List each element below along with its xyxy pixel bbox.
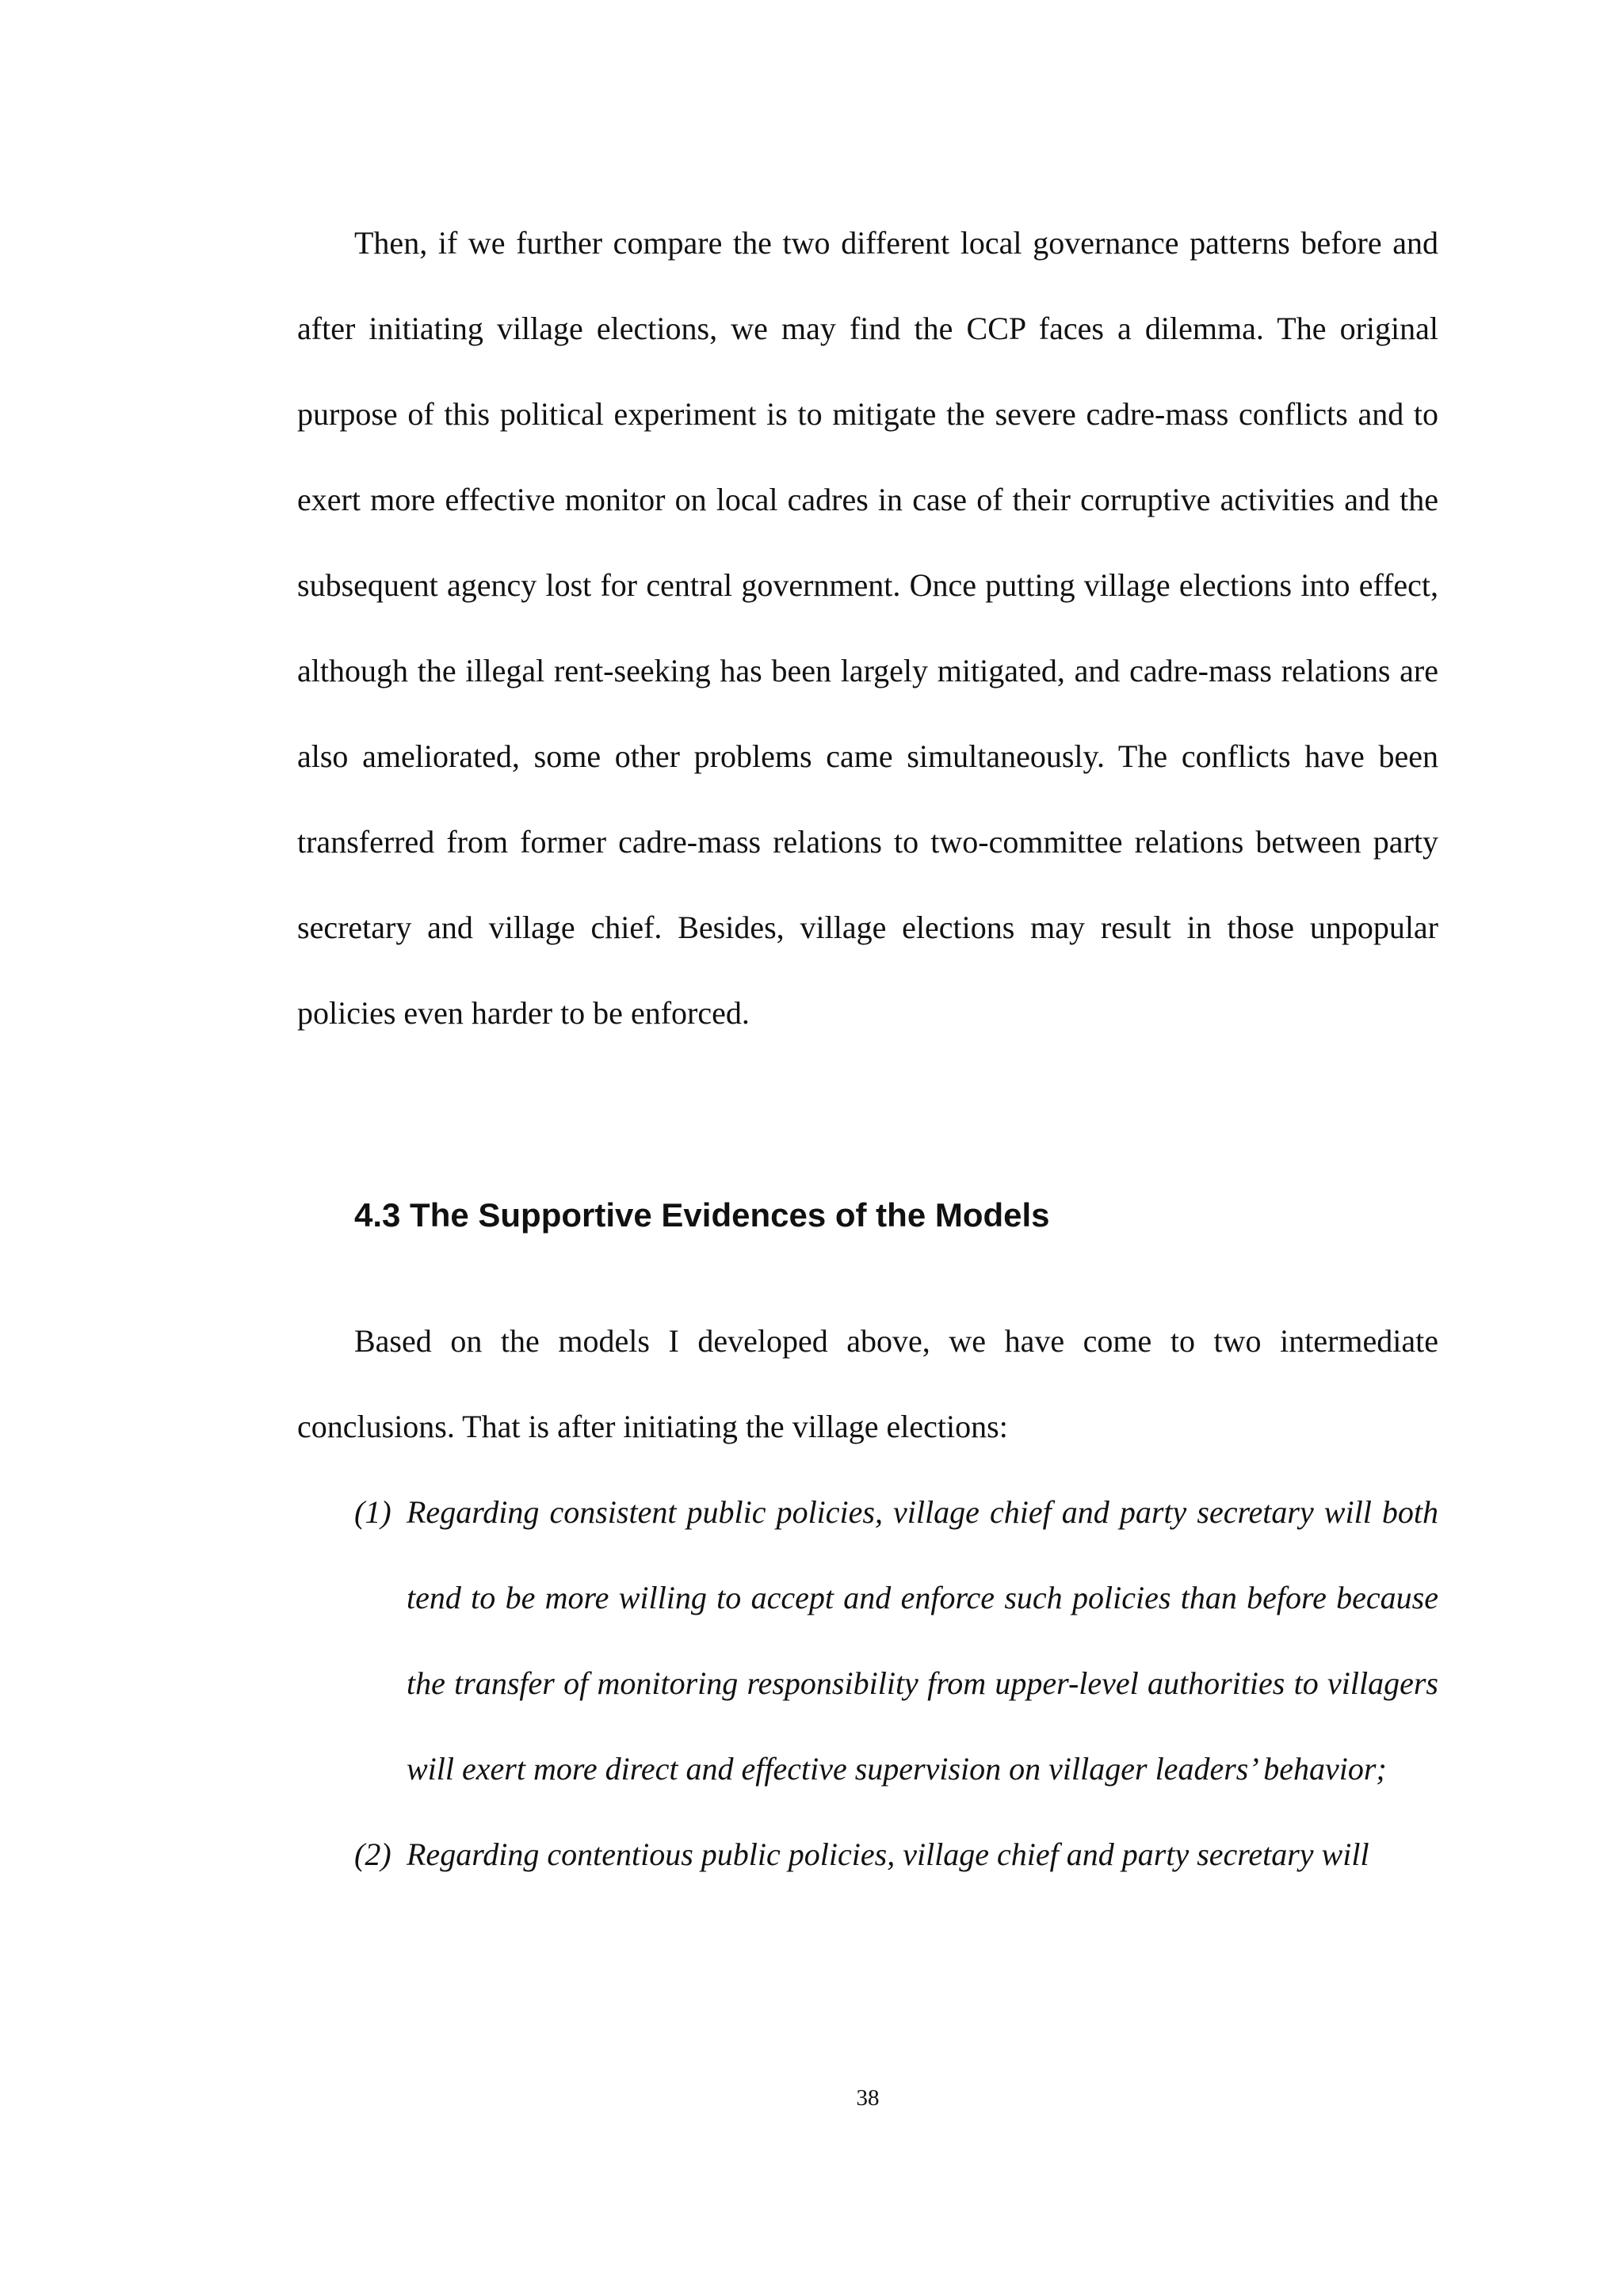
conclusions-list <box>354 1470 1438 1897</box>
list-item-number: (2) <box>354 1836 391 1872</box>
list-item-number: (1) <box>354 1494 391 1530</box>
list-item-text: Regarding contentious public policies, village chief and party secretary will <box>407 1836 1369 1872</box>
paragraph-conclusions-intro: Based on the models I developed above, we have come to two intermediate conclusions. That is after initiating the village elections: <box>297 1323 1438 1444</box>
page-number: 38 <box>856 2085 880 2111</box>
list-item-text: Regarding consistent public policies, village chief and party secretary will both tend to be more willing to accept and enforce such policies than before because the transfer of monitoring responsibility from upper-level authorities to villagers will exert more direct and effective supervision on villager leaders’ behavior; <box>407 1494 1438 1787</box>
list-item <box>354 1470 1438 1812</box>
section-heading: 4.3 The Supportive Evidences of the Models <box>354 1196 1050 1234</box>
paragraph-dilemma: Then, if we further compare the two different local governance patterns before and after initiating village elections, we may find the CCP faces a dilemma. The original purpose of this political experiment is to mitigate the severe cadre-mass conflicts and to exert more effective monitor on local cadres in case of their corruptive activities and the subsequent agency lost for central government. Once putting village elections into effect, although the illegal rent-seeking has been largely mitigated, and cadre-mass relations are also ameliorated, some other problems came simultaneously. The conflicts have been transferred from former cadre-mass relations to two-committee relations between party secretary and village chief. Besides, village elections may result in those unpopular policies even harder to be enforced. <box>297 225 1438 1031</box>
list-item <box>354 1812 1438 1897</box>
